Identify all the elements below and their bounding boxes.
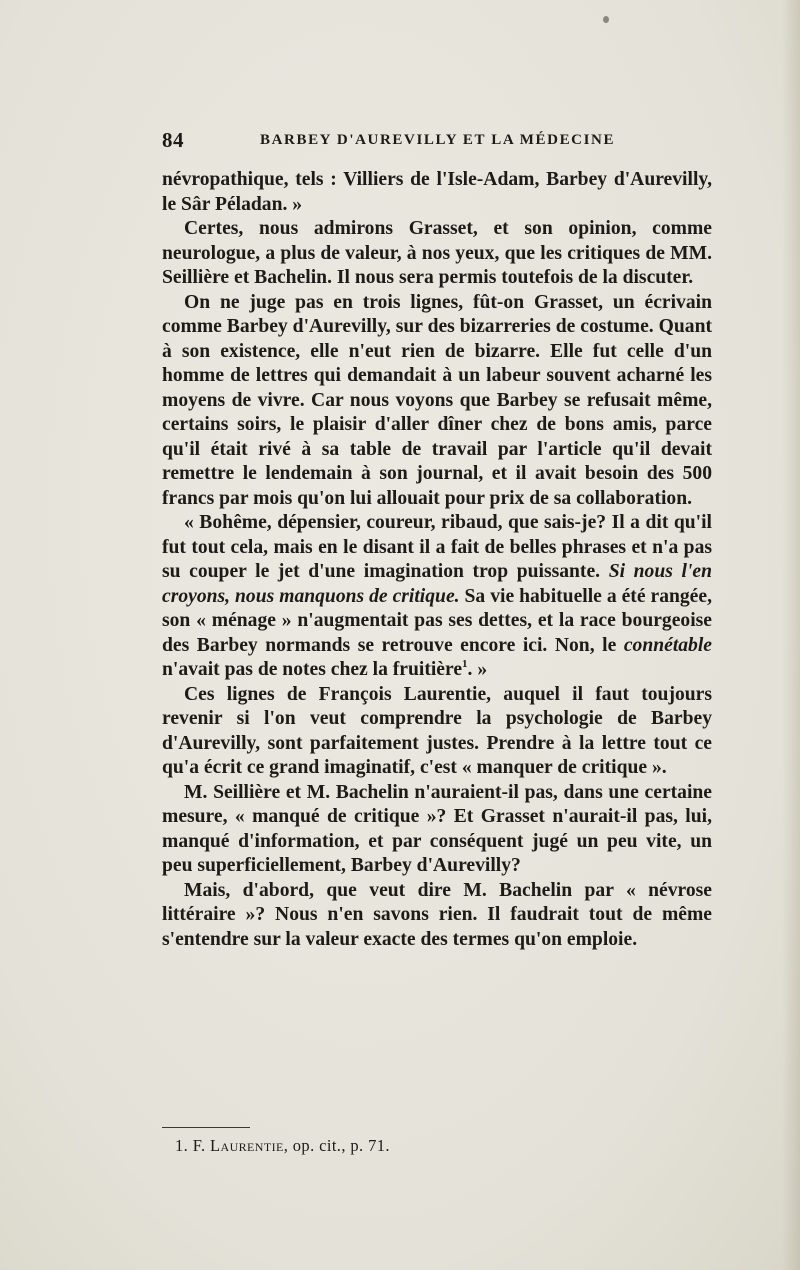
page-edge-shadow — [782, 0, 800, 1270]
quote-text-b: Sa vie habituelle a été rangée, son « ménage » n'augmentait pas ses dettes, et la race bourgeoise des Barbey normands se retrouve encore ici. Non, le — [162, 585, 712, 656]
running-head: BARBEY D'AUREVILLY ET LA MÉDECINE — [260, 132, 616, 148]
paragraph-3: On ne juge pas en trois lignes, fût-on Grasset, un écrivain comme Barbey d'Aurevilly, sur des bizarreries de costume. Quant à son existence, elle n'eut rien de bizarre. Elle fut celle d'un homme de lettres qui demandait à un labeur souvent acharné les moyens de vivre. Car nous voyons que Barbey se refusait même, certains soirs, le plaisir d'aller dîner chez de bons amis, parce qu'il était rivé à sa table de travail par l'article qu'il devait remettre le lendemain à son journal, et il avait besoin des 500 francs par mois qu'on lui allouait pour prix de sa collaboration. — [162, 291, 712, 509]
quote-italic-connetable: connétable — [623, 634, 712, 656]
paragraph-2: Certes, nous admirons Grasset, et son opinion, comme neurologue, a plus de valeur, à nos yeux, que les critiques de MM. Seillière et Bachelin. Il nous sera permis toutefois de la discuter. — [162, 218, 712, 288]
quote-text-c: n'avait pas de notes chez la fruitière — [162, 659, 463, 680]
quote-italic: Si nous l'en croyons, nous manquons de critique. — [162, 561, 712, 607]
paragraph-6: M. Seillière et M. Bachelin n'auraient-il pas, dans une certaine mesure, « manqué de critique »? Et Grasset n'aurait-il pas, lui, manqué d'information, et par conséquent jugé un peu vite, un peu superficiellement, Barbey d'Aurevilly? — [162, 781, 712, 876]
footnote-number: 1. — [175, 1136, 189, 1155]
page-number: 84 — [162, 128, 184, 152]
footnote-author: Laurentie, — [210, 1136, 289, 1155]
paper-speck — [603, 16, 609, 23]
body-text — [162, 168, 712, 952]
paragraph-5: Ces lignes de François Laurentie, auquel il faut toujours revenir si l'on veut comprendre la psychologie de Barbey d'Aurevilly, sont parfaitement justes. Prendre à la lettre tout ce qu'a écrit ce grand imaginatif, c'est « manquer de critique ». — [162, 683, 712, 778]
quote-text-a: « Bohême, dépensier, coureur, ribaud, que sais-je? Il a dit qu'il fut tout cela, mais en le disant il a fait de belles phrases et n'a pas su couper le jet d'une imagination trop puissante. — [162, 512, 712, 582]
paragraph-1: névropathique, tels : Villiers de l'Isle-Adam, Barbey d'Aurevilly, le Sâr Péladan. » — [162, 169, 712, 215]
footnote-rule — [162, 1127, 250, 1128]
footnote-marker[interactable]: 1 — [462, 658, 468, 670]
paragraph-7: Mais, d'abord, que veut dire M. Bachelin par « névrose littéraire »? Nous n'en savons rien. Il faudrait tout de même s'entendre sur la valeur exacte des termes qu'on emploie. — [162, 879, 712, 950]
footnote-initial: F. — [192, 1136, 206, 1155]
paragraph-4 — [162, 511, 712, 683]
quote-text-d: . » — [467, 659, 488, 680]
footnote-reference: op. cit., p. 71. — [292, 1136, 390, 1155]
footnote — [175, 1136, 390, 1156]
page-header — [162, 128, 712, 158]
